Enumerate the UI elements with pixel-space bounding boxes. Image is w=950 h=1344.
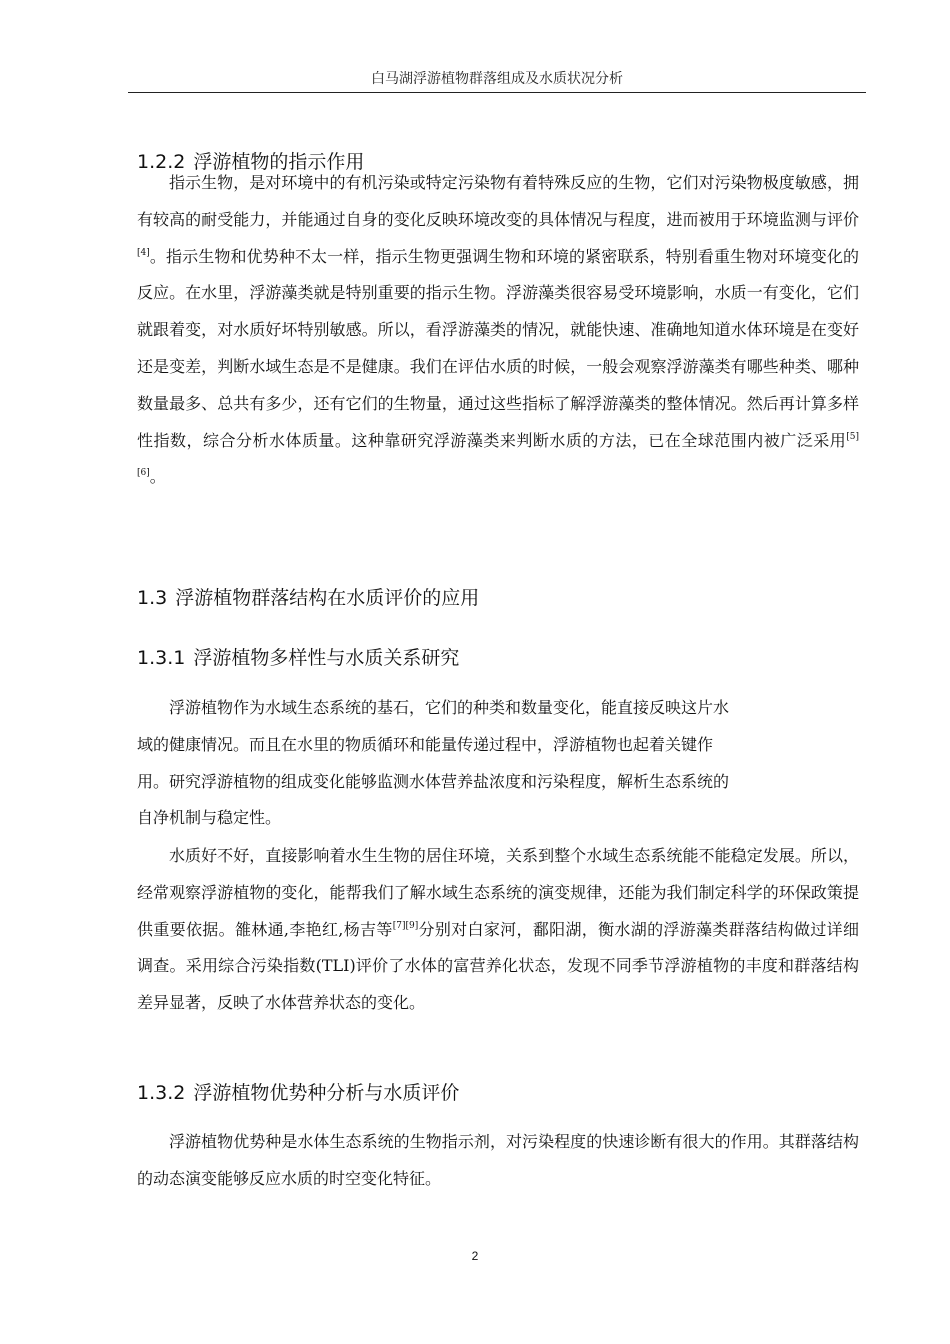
paragraph-indicator-organisms (137, 165, 859, 496)
section-heading-1-3-2 (137, 1080, 459, 1106)
section-number: 1.3 (137, 587, 168, 609)
paragraph-line: 浮游植物作为水域生态系统的基石，它们的种类和数量变化，能直接反映这片水 (169, 698, 730, 717)
section-title: 浮游植物的指示作用 (193, 151, 365, 173)
paragraph-dominant-species: 浮游植物优势种是水体生态系统的生物指示剂，对污染程度的快速诊断有很大的作用。其群落结构的动态演变能够反应水质的时空变化特征。 (137, 1132, 859, 1188)
citation-ref: [7][9] (392, 920, 419, 931)
section-number: 1.3.2 (137, 1082, 186, 1104)
paragraph-water-quality (137, 838, 859, 1022)
section-title: 浮游植物群落结构在水质评价的应用 (175, 587, 480, 609)
section-heading-1-3 (137, 585, 479, 611)
paragraph-line: 用。研究浮游植物的组成变化能够监测水体营养盐浓度和污染程度，解析生态系统的 (137, 771, 730, 791)
running-header (128, 68, 866, 93)
paragraph-line: 自净机制与稳定性。 (137, 808, 282, 828)
paragraph-text: 分别对白家河，鄱阳湖，衡水湖的浮游藻类群落结构做过详细调查。采用综合污染指数(TLI)评价了水体的富营养化状态，发现不同季节浮游植物的丰度和群落结构差异显著，反映了水体营养状态的变化。 (137, 919, 859, 1013)
paragraph-text: 指示生物，是对环境中的有机污染或特定污染物有着特殊反应的生物，它们对污染物极度敏感，拥有较高的耐受能力，并能通过自身的变化反映环境改变的具体情况与程度，进而被用于环境监测与评价 (137, 173, 859, 229)
section-number: 1.2.2 (137, 151, 186, 173)
page-number: 2 (471, 1249, 479, 1263)
citation-ref: [4] (137, 247, 150, 258)
section-title: 浮游植物优势种分析与水质评价 (193, 1082, 460, 1104)
citation-ref: [5][6] (137, 431, 859, 479)
paragraph-text: 。 (149, 467, 166, 487)
header-title: 白马湖浮游植物群落组成及水质状况分析 (371, 71, 623, 87)
section-title: 浮游植物多样性与水质关系研究 (193, 647, 460, 669)
paragraph-text: 。指示生物和优势种不太一样，指示生物更强调生物和环境的紧密联系，特别看重生物对环境变化的反应。在水里，浮游藻类就是特别重要的指示生物。浮游藻类很容易受环境影响，水质一有变化，它们就跟着变，对水质好坏特别敏感。所以，看浮游藻类的情况，就能快速、准确地知道水体环境是在变好还是变差，判断水域生态是不是健康。我们在评估水质的时候，一般会观察浮游藻类有哪些种类、哪种数量最多、总共有多少，还有它们的生物量，通过这些指标了解浮游藻类的整体情况。然后再计算多样性指数，综合分析水体质量。这种靠研究浮游藻类来判断水质的方法，已在全球范围内被广泛采用 (137, 246, 859, 450)
paragraph-phytoplankton-diversity (137, 690, 859, 837)
paragraph-text: 水质好不好，直接影响着水生生物的居住环境，关系到整个水域生态系统能不能稳定发展。所以，经常观察浮游植物的变化，能帮我们了解水域生态系统的演变规律，还能为我们制定科学的环保政策提供重要依据。雒林通,李艳红,杨吉等 (137, 846, 859, 939)
paragraph-line: 域的健康情况。而且在水里的物质循环和能量传递过程中，浮游植物也起着关键作 (137, 734, 714, 754)
section-number: 1.3.1 (137, 647, 186, 669)
section-heading-1-3-1 (137, 645, 459, 671)
